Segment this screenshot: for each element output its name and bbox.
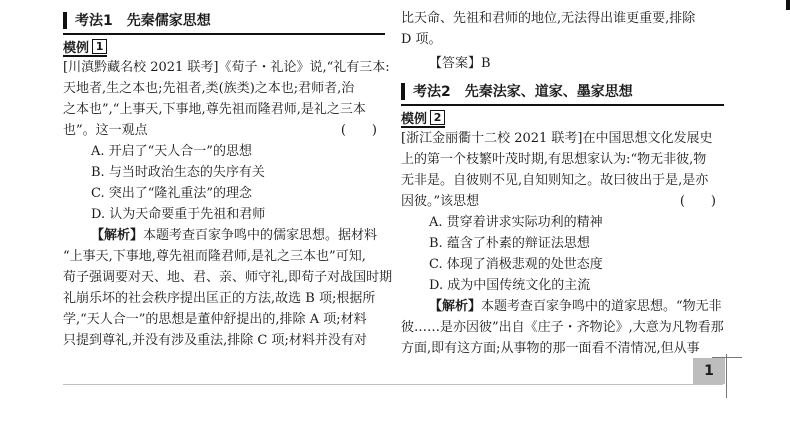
example-number: 2 — [430, 110, 445, 125]
stem-line: [浙江金丽衢十二校 2021 联考]在中国思想文化发展史 — [401, 131, 713, 146]
answer-line: 【答案】B — [429, 56, 491, 71]
question-stem-1 — [63, 57, 390, 141]
continuation-line: D 项。 — [401, 32, 442, 47]
section-bar-icon — [401, 83, 405, 100]
analysis-text: 本题考查百家争鸣中的道家思想。“物无非 — [481, 299, 722, 314]
option-c: C. 突出了“隆礼重法”的理念 — [91, 186, 253, 201]
section-rule-1 — [63, 33, 385, 35]
stem-line: 上的第一个枝繁叶茂时期,有思想家认为:“物无非彼,物 — [401, 152, 707, 167]
analysis-line: 方面,即有这方面;从事物的那一面看不清情况,但从事 — [401, 341, 700, 356]
section-title-1: 考法1 先秦儒家思想 — [75, 13, 211, 29]
stem-text: 也”。这一观点 — [63, 123, 148, 138]
option-d: D. 认为天命要重于先祖和君师 — [91, 207, 266, 222]
analysis-text: 本题考查百家争鸣中的儒家思想。据材料 — [143, 228, 378, 243]
stem-line: 天地者,生之本也;先祖者,类(族类)之本也;君师者,治 — [63, 81, 355, 96]
analysis-line: 学,“天人合一”的思想是董仲舒提出的,排除 A 项;材料 — [63, 312, 367, 327]
section-heading-2 — [401, 78, 724, 104]
footer-rule — [63, 384, 723, 385]
corner-crop-mark — [786, 0, 790, 10]
stem-text: 因彼。”该思想 — [401, 194, 480, 209]
analysis-line: 礼崩乐坏的社会秩序提出匡正的方法,故选 B 项;根据所 — [63, 291, 376, 306]
example-label-text: 模例 — [401, 112, 428, 127]
example-label-text: 模例 — [63, 41, 90, 56]
analysis-line — [401, 296, 724, 317]
option-a: A. 开启了“天人合一”的思想 — [91, 144, 252, 159]
right-column — [401, 0, 724, 359]
example-label-1 — [63, 38, 107, 57]
continuation-text — [401, 8, 724, 50]
stem-line: [川滇黔藏名校 2021 联考]《荀子・礼论》说,“礼有三本: — [63, 60, 390, 75]
stem-line: 之本也”,“上事天,下事地,尊先祖而隆君师,是礼之三本 — [63, 102, 366, 117]
stem-line — [401, 191, 724, 212]
example-label-2 — [401, 109, 445, 128]
options-1 — [63, 141, 385, 225]
page-number-box — [693, 358, 725, 384]
crop-mark-vertical — [726, 354, 727, 398]
stem-line — [63, 120, 385, 141]
analysis-line: 只提到尊礼,并没有涉及重法,排除 C 项;材料并没有对 — [63, 333, 367, 348]
analysis-tag: 【解析】 — [429, 299, 482, 314]
option-a: A. 贯穿着讲求实际功利的精神 — [429, 215, 603, 230]
section-rule-2 — [401, 104, 724, 106]
analysis-line: “上事天,下事地,尊先祖而隆君师,是礼之三本也”可知, — [63, 249, 366, 264]
continuation-line: 比天命、先祖和君师的地位,无法得出谁更重要,排除 — [401, 11, 696, 26]
left-column — [63, 0, 393, 351]
stem-line: 无非是。自彼则不见,自知则知之。故曰彼出于是,是亦 — [401, 173, 709, 188]
option-b: B. 蕴含了朴素的辩证法思想 — [429, 236, 590, 251]
answer-parentheses: ( ) — [340, 123, 377, 138]
question-stem-2 — [401, 128, 724, 212]
section-bar-icon — [63, 12, 67, 29]
options-2 — [401, 212, 724, 296]
answer-parentheses: ( ) — [679, 194, 716, 209]
section-title-2: 考法2 先秦法家、道家、墨家思想 — [413, 84, 633, 100]
analysis-line: 彼……是亦因彼”出自《庄子・齐物论》,大意为凡物看那 — [401, 320, 724, 335]
analysis-tag: 【解析】 — [91, 228, 144, 243]
option-d: D. 成为中国传统文化的主流 — [429, 278, 591, 293]
analysis-line — [63, 225, 385, 246]
page-number: 1 — [704, 363, 714, 379]
option-c: C. 体现了消极悲观的处世态度 — [429, 257, 603, 272]
option-b: B. 与当时政治生态的失序有关 — [91, 165, 265, 180]
analysis-2 — [401, 296, 724, 359]
analysis-line: 荀子强调要对天、地、君、亲、师守礼,即荀子对战国时期 — [63, 270, 393, 285]
section-heading-1 — [63, 7, 385, 33]
analysis-1 — [63, 225, 393, 351]
example-number: 1 — [92, 39, 107, 54]
